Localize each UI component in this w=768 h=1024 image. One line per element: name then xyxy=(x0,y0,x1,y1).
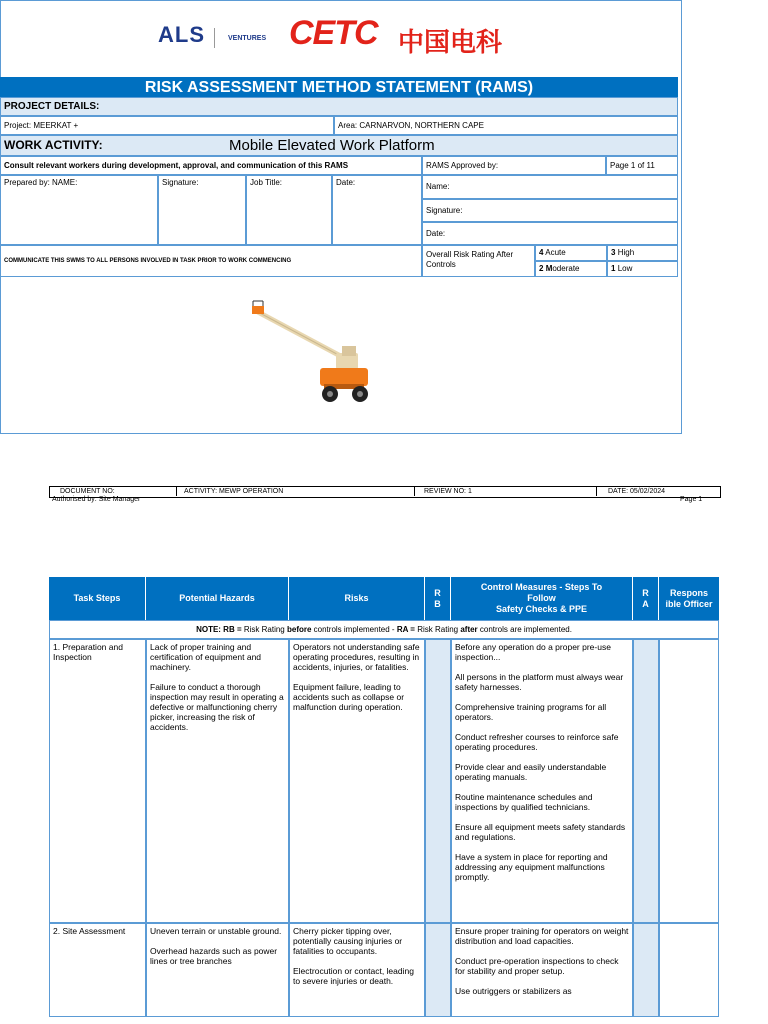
footer-review-no: REVIEW NO: 1 xyxy=(424,488,472,495)
risk-assessment-table xyxy=(49,577,719,1017)
row1-control-5: Provide clear and easily understandable operating manuals. xyxy=(455,762,607,782)
row1-control-3: Comprehensive training programs for all operators. xyxy=(455,702,607,722)
footer-document-no: DOCUMENT NO: xyxy=(60,488,115,495)
footer-divider-2 xyxy=(414,487,415,496)
rating-moderate-label: oderate xyxy=(552,264,580,273)
header-control-measures-line2: Safety Checks & PPE xyxy=(495,604,588,614)
row1-risk-2: Equipment failure, leading to accidents such as collapse or malfunction during operation. xyxy=(293,682,405,712)
header-task-steps: Task Steps xyxy=(49,577,146,620)
row2-ra xyxy=(633,923,659,1017)
rating-moderate-number: 2 xyxy=(539,264,544,273)
ventures-logo: VENTURES xyxy=(228,35,267,42)
note-text-2: controls implemented - xyxy=(311,625,397,634)
note-text-3: Risk Rating xyxy=(414,625,461,634)
row1-hazards xyxy=(146,639,289,923)
rating-acute-label: Acute xyxy=(545,248,566,257)
prepared-signature: Signature: xyxy=(158,175,246,245)
communicate-statement: COMMUNICATE THIS SWMS TO ALL PERSONS INVOLVED IN TASK PRIOR TO WORK COMMENCING xyxy=(0,245,422,277)
note-before: before xyxy=(286,625,312,634)
rating-note-row xyxy=(49,620,719,639)
cetc-chinese-logo: 中国电科 xyxy=(398,27,503,57)
approver-signature: Signature: xyxy=(422,199,678,222)
row1-controls xyxy=(451,639,633,923)
note-text-4: controls are implemented. xyxy=(477,625,572,634)
rating-low xyxy=(607,261,678,277)
row1-control-2: All persons in the platform must always wear safety harnesses. xyxy=(455,672,624,692)
row2-hazards xyxy=(146,923,289,1017)
project-name: Project: MEERKAT + xyxy=(0,116,334,135)
footer-activity: ACTIVITY: MEWP OPERATION xyxy=(184,488,284,495)
logo-banner xyxy=(0,0,678,77)
prepared-by-name: Prepared by: NAME: xyxy=(0,175,158,245)
row2-risks xyxy=(289,923,425,1017)
work-activity-label: WORK ACTIVITY: xyxy=(4,138,103,152)
rating-low-number: 1 xyxy=(611,264,616,273)
document-title: RISK ASSESSMENT METHOD STATEMENT (RAMS) xyxy=(0,77,678,97)
row1-hazard-2: Failure to conduct a thorough inspection may result in operating a defective or malfunctioning cherry picker, increasing the risk of accidents. xyxy=(150,682,284,732)
work-activity-row xyxy=(0,135,678,156)
footer-authorised-by: Authorised by: Site Manager xyxy=(52,496,141,503)
header-risks: Risks xyxy=(289,577,425,620)
row2-control-3: Use outriggers or stabilizers as xyxy=(455,986,572,996)
row1-rb xyxy=(425,639,451,923)
page-of-count: Page 1 of 11 xyxy=(606,156,678,175)
header-ra: R A xyxy=(633,577,659,620)
boom-lift-image xyxy=(250,298,370,408)
rating-moderate xyxy=(535,261,607,277)
rating-high-number: 3 xyxy=(611,248,616,257)
note-after: after xyxy=(460,625,478,634)
als-logo: ALS xyxy=(158,22,205,47)
prepared-date: Date: xyxy=(332,175,422,245)
row1-risks xyxy=(289,639,425,923)
note-ra-label: RA = xyxy=(396,625,415,634)
rams-cover-page xyxy=(0,0,682,434)
approver-date: Date: xyxy=(422,222,678,245)
header-responsible-officer: Respons ible Officer xyxy=(659,577,719,620)
prepared-job-title: Job Title: xyxy=(246,175,332,245)
logo-divider xyxy=(214,28,215,48)
consult-statement: Consult relevant workers during development, approval, and communication of this RAMS xyxy=(0,156,422,175)
header-control-measures xyxy=(451,577,633,620)
row2-control-2: Conduct pre-operation inspections to check for stability and proper setup. xyxy=(455,956,619,976)
rating-high xyxy=(607,245,678,261)
rating-moderate-initial: M xyxy=(545,264,553,273)
row1-risk-1: Operators not understanding safe operating procedures, resulting in accidents, injuries, or fatalities. xyxy=(293,642,420,672)
row2-rb xyxy=(425,923,451,1017)
rating-acute xyxy=(535,245,607,261)
header-control-measures-line1: Control Measures - Steps To Follow xyxy=(480,582,603,603)
footer-divider-3 xyxy=(596,487,597,496)
row2-hazard-2: Overhead hazards such as power lines or tree branches xyxy=(150,946,278,966)
row2-hazard-1: Uneven terrain or unstable ground. xyxy=(150,926,282,936)
row2-risk-1: Cherry picker tipping over, potentially causing injuries or fatalities to occupants. xyxy=(293,926,403,956)
row2-control-1: Ensure proper training for operators on weight distribution and load capacities. xyxy=(455,926,629,946)
row2-responsible xyxy=(659,923,719,1017)
rating-acute-number: 4 xyxy=(539,248,544,257)
project-area: Area: CARNARVON, NORTHERN CAPE xyxy=(334,116,678,135)
footer-divider-1 xyxy=(176,487,177,496)
footer-page-number: Page 1 xyxy=(680,496,703,503)
row1-control-6: Routine maintenance schedules and inspections by qualified technicians. xyxy=(455,792,593,812)
work-activity-value: Mobile Elevated Work Platform xyxy=(229,137,435,154)
row1-control-4: Conduct refresher courses to reinforce safe operating procedures. xyxy=(455,732,619,752)
row2-controls xyxy=(451,923,633,1017)
document-footer-bar xyxy=(49,486,721,498)
row1-control-7: Ensure all equipment meets safety standards and regulations. xyxy=(455,822,626,842)
row1-control-1: Before any operation do a proper pre-use inspection... xyxy=(455,642,611,662)
row1-control-8: Have a system in place for reporting and addressing any equipment malfunctions promptly. xyxy=(455,852,608,882)
rating-high-label: High xyxy=(617,248,635,257)
overall-risk-label: Overall Risk Rating After Controls xyxy=(422,245,535,277)
row1-hazard-1: Lack of proper training and certification of equipment and machinery. xyxy=(150,642,262,672)
header-potential-hazards: Potential Hazards xyxy=(146,577,289,620)
row1-responsible xyxy=(659,639,719,923)
project-details-heading: PROJECT DETAILS: xyxy=(0,97,678,116)
row2-risk-2: Electrocution or contact, leading to severe injuries or death. xyxy=(293,966,414,986)
row1-ra xyxy=(633,639,659,923)
footer-date: DATE: 05/02/2024 xyxy=(608,488,666,495)
row1-task: 1. Preparation and Inspection xyxy=(49,639,146,923)
note-rb-label: NOTE: RB = xyxy=(196,625,242,634)
rams-approved-by: RAMS Approved by: xyxy=(422,156,606,175)
header-rb: R B xyxy=(425,577,451,620)
rating-low-label: Low xyxy=(617,264,633,273)
approver-name: Name: xyxy=(422,175,678,199)
note-text-1: Risk Rating xyxy=(241,625,287,634)
cetc-logo: CETC xyxy=(289,14,378,52)
row2-task: 2. Site Assessment xyxy=(49,923,146,1017)
